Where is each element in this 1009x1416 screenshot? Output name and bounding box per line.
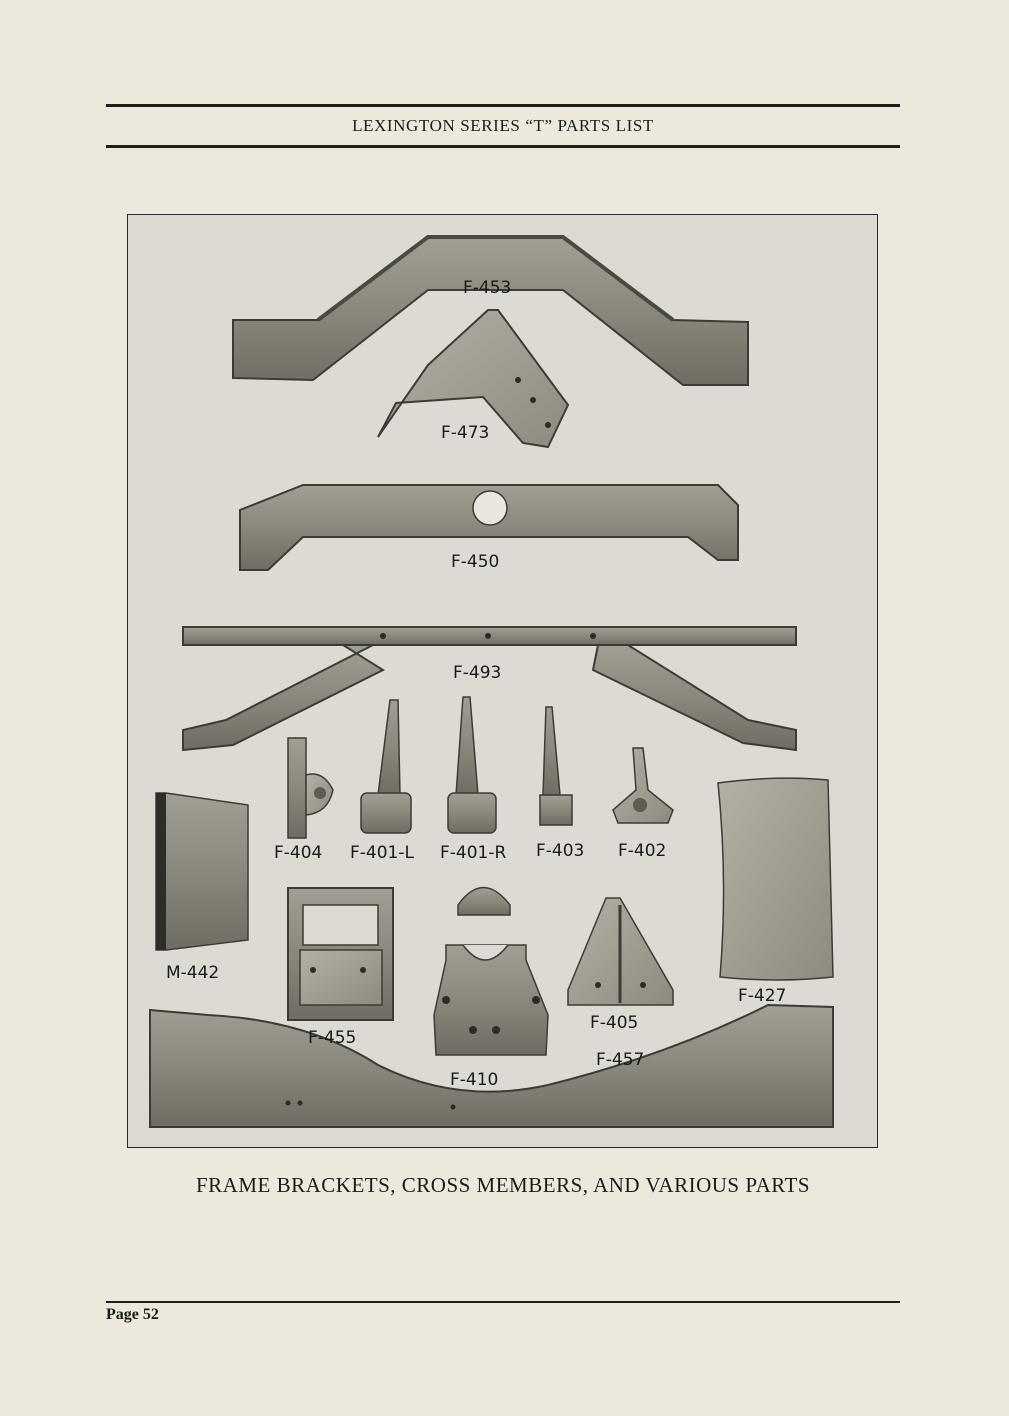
label-f493: F-493	[453, 663, 502, 683]
header-rule-bottom	[106, 145, 900, 148]
part-f427	[718, 778, 833, 980]
page-number: Page 52	[106, 1306, 159, 1323]
label-f401-l: F-401-L	[350, 843, 414, 863]
part-f401-l	[361, 700, 411, 833]
part-f404	[288, 738, 333, 838]
header-title: LEXINGTON SERIES “T” PARTS LIST	[352, 116, 654, 135]
label-f457: F-457	[596, 1050, 645, 1070]
part-f493	[183, 627, 796, 750]
figure-caption: FRAME BRACKETS, CROSS MEMBERS, AND VARIOUS PARTS	[195, 1173, 811, 1197]
label-f405: F-405	[590, 1013, 639, 1033]
part-f405	[568, 898, 673, 1005]
header-rule-top	[106, 104, 900, 107]
label-f473: F-473	[441, 423, 490, 443]
part-f410	[434, 888, 548, 1056]
footer-rule	[106, 1301, 900, 1303]
label-f453: F-453	[463, 278, 512, 298]
part-f402	[613, 748, 673, 823]
label-f455: F-455	[308, 1028, 357, 1048]
label-f401-r: F-401-R	[440, 843, 507, 863]
label-f404: F-404	[274, 843, 323, 863]
label-f410: F-410	[450, 1070, 499, 1090]
part-f403	[540, 707, 572, 825]
part-f455	[288, 888, 393, 1020]
label-f402: F-402	[618, 841, 667, 861]
label-f403: F-403	[536, 841, 585, 861]
parts-photo	[128, 215, 878, 1148]
part-f401-r	[448, 697, 496, 833]
label-f450: F-450	[451, 552, 500, 572]
part-m442	[156, 793, 248, 950]
label-f427: F-427	[738, 986, 787, 1006]
parts-photo-plate	[127, 214, 878, 1148]
label-m442: M-442	[166, 963, 220, 983]
